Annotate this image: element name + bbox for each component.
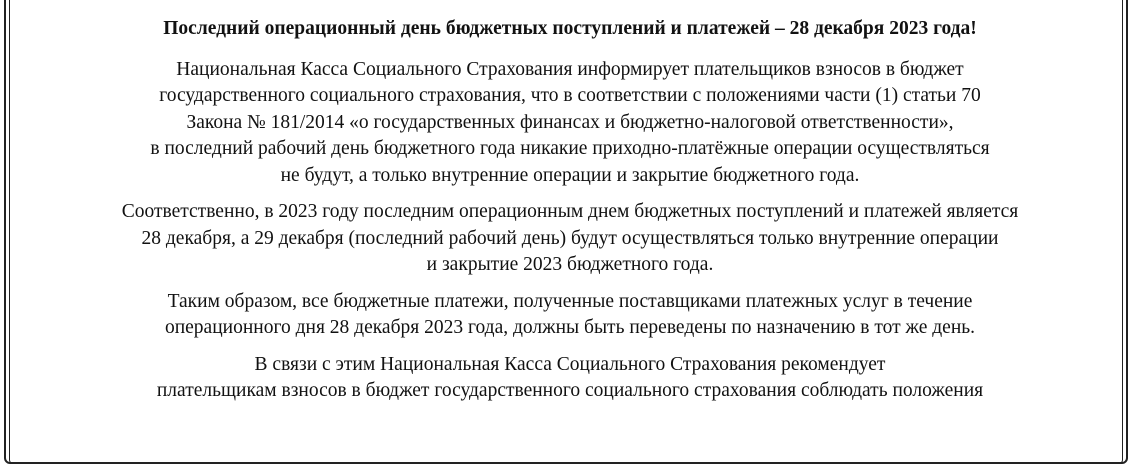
paragraph-line: не будут, а только внутренние операции и закрытие бюджетного года. [280,164,860,186]
paragraph-line: в последний рабочий день бюджетного года никакие приходно-платёжные операции осуществляться [150,138,990,159]
paragraph-line: государственного социального страхования, что в соответствии с положениями части (1) статьи 70 [159,85,981,106]
document-title: Последний операционный день бюджетных поступлений и платежей – 28 декабря 2023 года! [163,18,977,39]
paragraph-line: и закрытие 2023 бюджетного года. [426,254,714,275]
paragraph-1 [20,57,1120,190]
paragraph-2 [20,199,1120,279]
paragraph-line: плательщикам взносов в бюджет государственного социального страхования соблюдать положения [156,380,984,401]
paragraph-4 [20,352,1120,405]
paragraph-3 [20,289,1120,342]
paragraph-line: Соответственно, в 2023 году последним операционным днем бюджетных поступлений и платежей является [121,201,1019,222]
paragraph-line: Национальная Касса Социального Страхования информирует плательщиков взносов в бюджет [176,58,964,80]
paragraph-line: операционного дня 28 декабря 2023 года, должны быть переведены по назначению в тот же день. [164,317,976,338]
paragraph-line: Таким образом, все бюджетные платежи, полученные поставщиками платежных услуг в течение [167,290,973,312]
paragraph-line: Закона № 181/2014 «о государственных финансах и бюджетно-налоговой ответственности», [186,111,954,133]
paragraph-line: 28 декабря, а 29 декабря (последний рабочий день) будут осуществляться только внутренние операции [141,227,999,249]
paragraph-line: В связи с этим Национальная Касса Социального Страхования рекомендует [254,353,886,375]
document-body [20,16,1120,415]
